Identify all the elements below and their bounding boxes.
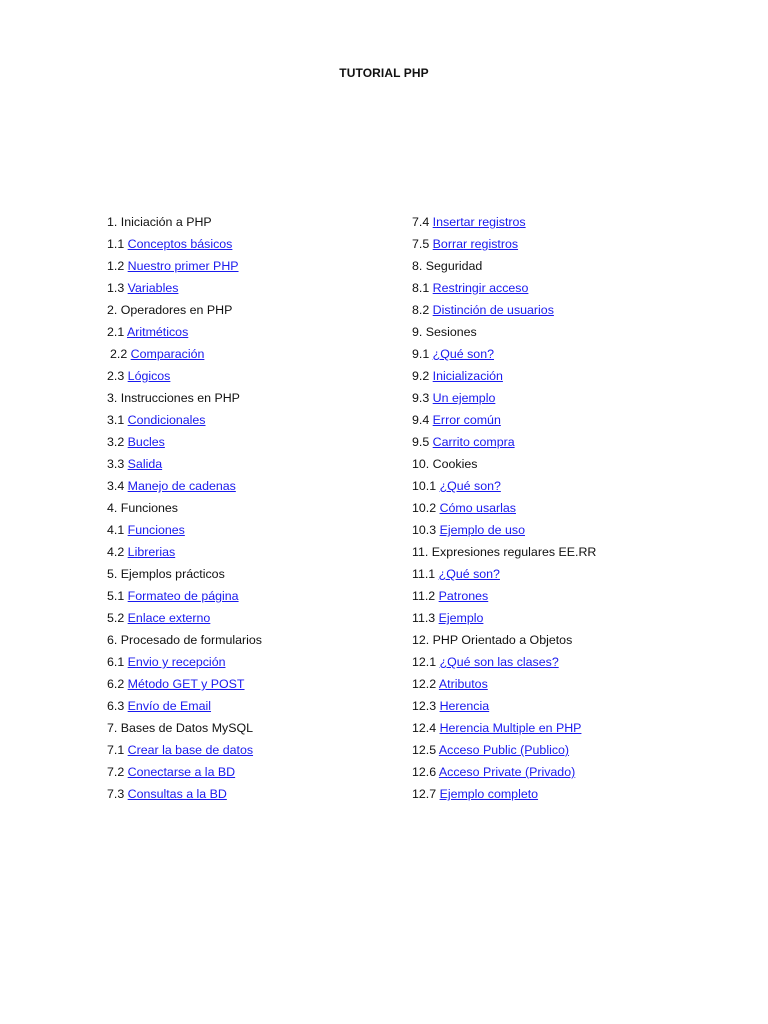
toc-link[interactable]: ¿Qué son? [438, 567, 500, 581]
toc-item[interactable] [107, 475, 437, 497]
toc-item-number: 6. [107, 633, 121, 647]
toc-link[interactable]: Inicialización [432, 369, 503, 383]
toc-link[interactable]: Librerias [127, 545, 176, 559]
toc-link[interactable]: Acceso Private (Privado) [438, 765, 576, 779]
toc-item[interactable] [412, 651, 742, 673]
toc-section-heading: Instrucciones en PHP [120, 391, 240, 405]
toc-item-number: 5. [107, 567, 121, 581]
toc-item-number: 3. [107, 391, 121, 405]
toc-item[interactable] [412, 673, 742, 695]
toc-item-number: 12.2 [412, 677, 439, 691]
toc-link[interactable]: Funciones [127, 523, 185, 537]
toc-item[interactable] [412, 233, 742, 255]
toc-item-number: 9.5 [412, 435, 433, 449]
toc-item[interactable] [412, 475, 742, 497]
toc-item-number: 4.2 [107, 545, 128, 559]
toc-right-column [412, 211, 742, 805]
toc-item[interactable] [107, 783, 437, 805]
toc-section-heading: Sesiones [425, 325, 477, 339]
toc-item-number: 6.1 [107, 655, 128, 669]
toc-link[interactable]: Cómo usarlas [439, 501, 516, 515]
toc-item[interactable] [412, 497, 742, 519]
toc-item[interactable] [107, 695, 437, 717]
toc-section-heading: Operadores en PHP [120, 303, 233, 317]
toc-item[interactable] [412, 783, 742, 805]
toc-item[interactable] [107, 321, 437, 343]
toc-item[interactable] [107, 365, 437, 387]
toc-item-number: 7.1 [107, 743, 128, 757]
toc-item-number: 12.1 [412, 655, 440, 669]
toc-item[interactable] [412, 563, 742, 585]
toc-link[interactable]: Ejemplo de uso [439, 523, 525, 537]
toc-link[interactable]: ¿Qué son las clases? [439, 655, 559, 669]
toc-left-column [107, 211, 437, 805]
toc-item[interactable] [107, 519, 437, 541]
toc-item-number: 4. [107, 501, 121, 515]
toc-item-number: 10.2 [412, 501, 440, 515]
toc-item-number: 10.3 [412, 523, 440, 537]
toc-item-number: 1.1 [107, 237, 128, 251]
toc-link[interactable]: Un ejemplo [432, 391, 496, 405]
toc-item[interactable] [107, 607, 437, 629]
toc-item[interactable] [107, 739, 437, 761]
toc-item-number: 3.1 [107, 413, 128, 427]
toc-item-number: 11.2 [412, 589, 439, 603]
toc-item[interactable] [107, 409, 437, 431]
toc-section-heading: Expresiones regulares EE.RR [431, 545, 597, 559]
toc-link[interactable]: ¿Qué son? [439, 479, 501, 493]
toc-item-number: 7. [107, 721, 121, 735]
toc-link[interactable]: Error común [432, 413, 501, 427]
toc-item-number: 5.2 [107, 611, 128, 625]
toc-link[interactable]: Enlace externo [127, 611, 211, 625]
toc-link[interactable]: Aritméticos [126, 325, 189, 339]
toc-item-number: 3.3 [107, 457, 128, 471]
toc-item-number: 9.2 [412, 369, 433, 383]
toc-link[interactable]: Carrito compra [432, 435, 515, 449]
toc-item-number: 10.1 [412, 479, 440, 493]
toc-item-number: 3.4 [107, 479, 128, 493]
toc-item [107, 563, 437, 585]
toc-item[interactable] [412, 365, 742, 387]
toc-item[interactable] [412, 695, 742, 717]
toc-item-number: 7.2 [107, 765, 128, 779]
toc-link[interactable]: Consultas a la BD [127, 787, 227, 801]
toc-item[interactable] [107, 255, 437, 277]
toc-item-number: 7.3 [107, 787, 128, 801]
toc-item [107, 387, 437, 409]
toc-item-number: 11. [412, 545, 432, 559]
toc-item-number: 3.2 [107, 435, 128, 449]
toc-item [107, 717, 437, 739]
toc-item[interactable] [107, 651, 437, 673]
page-title: TUTORIAL PHP [339, 66, 429, 80]
toc-link[interactable]: Distinción de usuarios [432, 303, 554, 317]
toc-item-number: 2. [107, 303, 121, 317]
toc-item [412, 255, 742, 277]
toc-item-number: 10. [412, 457, 433, 471]
toc-item[interactable] [107, 585, 437, 607]
toc-item [107, 629, 437, 651]
toc-section-heading: Seguridad [425, 259, 483, 273]
toc-section-heading: Bases de Datos MySQL [120, 721, 254, 735]
toc-section-heading: Procesado de formularios [120, 633, 262, 647]
toc-item-number: 1.3 [107, 281, 128, 295]
toc-item-number: 12.3 [412, 699, 440, 713]
toc-link[interactable]: Borrar registros [432, 237, 519, 251]
toc-link[interactable]: Ejemplo [438, 611, 484, 625]
toc-item-number: 7.5 [412, 237, 433, 251]
toc-item [107, 211, 437, 233]
toc-item-number: 8.2 [412, 303, 433, 317]
toc-item[interactable] [412, 519, 742, 541]
toc-item[interactable] [107, 277, 437, 299]
toc-item-number: 9.1 [412, 347, 433, 361]
toc-link[interactable]: Envio y recepción [127, 655, 226, 669]
toc-item-number: 2.2 [110, 347, 131, 361]
toc-item [107, 299, 437, 321]
toc-link[interactable]: Herencia [439, 699, 490, 713]
toc-item[interactable] [412, 585, 742, 607]
toc-link[interactable]: Bucles [127, 435, 165, 449]
toc-link[interactable]: Nuestro primer PHP [127, 259, 239, 273]
toc-item[interactable] [107, 233, 437, 255]
toc-link[interactable]: Condicionales [127, 413, 206, 427]
toc-link[interactable]: Método GET y POST [127, 677, 245, 691]
toc-item[interactable] [412, 607, 742, 629]
toc-item-number: 7.4 [412, 215, 433, 229]
toc-item-number: 11.1 [412, 567, 439, 581]
toc-item-number: 6.2 [107, 677, 128, 691]
toc-item[interactable] [107, 431, 437, 453]
toc-link[interactable]: Lógicos [127, 369, 171, 383]
toc-section-heading: PHP Orientado a Objetos [432, 633, 573, 647]
toc-link[interactable]: Herencia Multiple en PHP [439, 721, 582, 735]
toc-item [412, 629, 742, 651]
toc-item[interactable] [107, 453, 437, 475]
toc-item[interactable] [412, 739, 742, 761]
toc-item-number: 1. [107, 215, 121, 229]
toc-section-heading: Iniciación a PHP [120, 215, 212, 229]
toc-section-heading: Funciones [120, 501, 178, 515]
toc-item-number: 2.3 [107, 369, 128, 383]
toc-item[interactable] [412, 717, 742, 739]
toc-item [412, 321, 742, 343]
toc-item[interactable] [412, 409, 742, 431]
toc-item-number: 12.6 [412, 765, 439, 779]
toc-item[interactable] [107, 541, 437, 563]
toc-link[interactable]: Restringir acceso [432, 281, 529, 295]
toc-item[interactable] [107, 673, 437, 695]
toc-link[interactable]: Crear la base de datos [127, 743, 254, 757]
toc-item [412, 453, 742, 475]
toc-item[interactable] [412, 211, 742, 233]
toc-link[interactable]: Comparación [130, 347, 205, 361]
toc-item[interactable] [412, 431, 742, 453]
toc-link[interactable]: Conceptos básicos [127, 237, 233, 251]
toc-item-number: 12.4 [412, 721, 440, 735]
toc-link[interactable]: Manejo de cadenas [127, 479, 236, 493]
toc-item-number: 9.4 [412, 413, 433, 427]
toc-link[interactable]: Patrones [438, 589, 489, 603]
toc-link[interactable]: Salida [127, 457, 163, 471]
toc-item-number: 6.3 [107, 699, 128, 713]
toc-item[interactable] [412, 299, 742, 321]
toc-item-number: 1.2 [107, 259, 128, 273]
toc-item[interactable] [412, 761, 742, 783]
toc-item [107, 497, 437, 519]
toc-link[interactable]: Conectarse a la BD [127, 765, 236, 779]
toc-item-number: 8. [412, 259, 426, 273]
toc-link[interactable]: Envío de Email [127, 699, 212, 713]
toc-item [412, 541, 742, 563]
toc-item-number: 12.5 [412, 743, 439, 757]
toc-item[interactable] [412, 277, 742, 299]
toc-link[interactable]: Formateo de página [127, 589, 239, 603]
toc-link[interactable]: Insertar registros [432, 215, 526, 229]
toc-item-number: 9. [412, 325, 426, 339]
toc-link[interactable]: Ejemplo completo [439, 787, 539, 801]
toc-link[interactable]: Atributos [438, 677, 488, 691]
toc-link[interactable]: ¿Qué son? [432, 347, 494, 361]
toc-item[interactable] [412, 343, 742, 365]
toc-item[interactable] [107, 343, 437, 365]
toc-item-number: 5.1 [107, 589, 128, 603]
toc-item[interactable] [412, 387, 742, 409]
toc-item-number: 9.3 [412, 391, 433, 405]
toc-item-number: 8.1 [412, 281, 433, 295]
toc-item-number: 12.7 [412, 787, 440, 801]
toc-link[interactable]: Acceso Public (Publico) [438, 743, 570, 757]
toc-item[interactable] [107, 761, 437, 783]
toc-item-number: 2.1 [107, 325, 127, 339]
toc-item-number: 4.1 [107, 523, 128, 537]
toc-link[interactable]: Variables [127, 281, 179, 295]
toc-item-number: 12. [412, 633, 433, 647]
toc-section-heading: Ejemplos prácticos [120, 567, 225, 581]
toc-section-heading: Cookies [432, 457, 478, 471]
toc-item-number: 11.3 [412, 611, 439, 625]
